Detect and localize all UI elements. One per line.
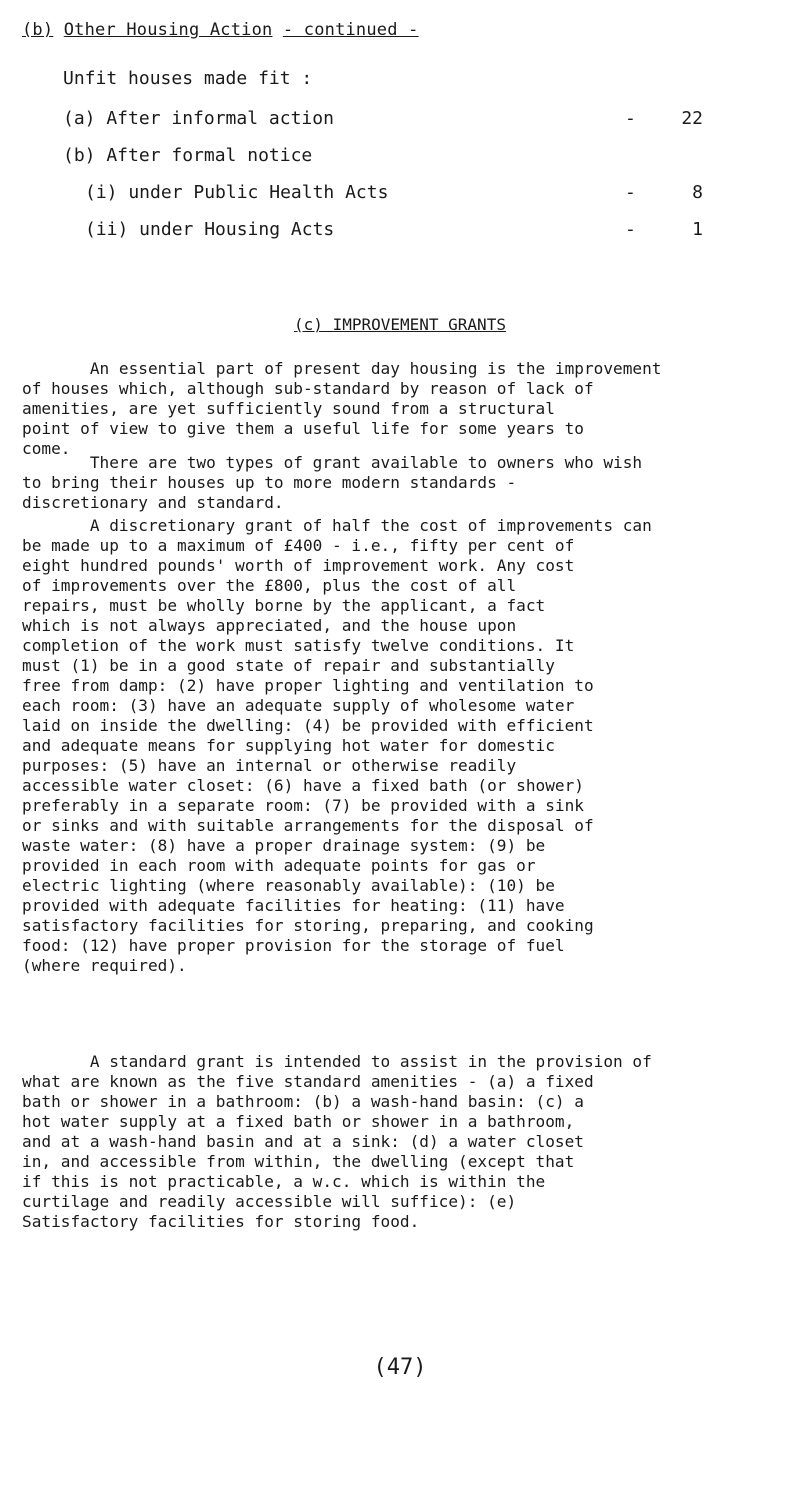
unfit-houses-figures [63,108,703,256]
heading-suffix: - continued - [282,20,419,40]
improvement-grants-heading: (c) IMPROVEMENT GRANTS [294,315,506,334]
paragraph-discretionary-grant: A discretionary grant of half the cost of improvements can be made up to a maximum of £400 - i.e., fifty per cent of eight hundred pounds' worth of improvement work. Any cost of improvements over the £800, plus the cost of all repairs, must be wholly borne by the applicant, a fact which is not always appreciated, and the house upon completion of the work must satisfy twelve conditions. It must (1) be in a good state of repair and substantially free from damp: (2) have proper lighting and ventilation to each room: (3) have an adequate supply of wholesome water laid on inside the dwelling: (4) be provided with efficient and adequate means for supplying hot water for domestic purposes: (5) have an internal or otherwise readily accessible water closet: (6) have a fixed bath (or shower) preferably in a separate room: (7) be provided with a sink or sinks and with suitable arrangements for the disposal of waste water: (8) have a proper drainage system: (9) be provided in each room with adequate points for gas or electric lighting (where reasonably available): (10) be provided with adequate facilities for heating: (11) have satisfactory facilities for storing, preparing, and cooking food: (12) have proper provision for the storage of fuel (where required). [22,516,652,975]
figure-value: 8 [692,182,703,203]
figure-label: (ii) under Housing Acts [85,219,335,240]
page-number: (47) [373,1355,427,1380]
figure-label: (a) After informal action [63,108,334,129]
figure-row-housing-acts [63,219,703,256]
figure-dash: - [625,219,636,240]
paragraph-standard-grant: A standard grant is intended to assist in the provision of what are known as the five standard amenities - (a) a fixed bath or shower in a bathroom: (b) a wash-hand basin: (c) a hot water supply at a fixed bath or shower in a bathroom, and at a wash-hand basin and at a sink: (d) a water closet in, and accessible from within, the dwelling (except that if this is not practicable, a w.c. which is within the curtilage and readily accessible will suffice): (e) Satisfactory facilities for storing food. [22,1052,652,1231]
unfit-houses-intro: Unfit houses made fit : [63,68,313,89]
figure-label: (i) under Public Health Acts [85,182,389,203]
section-heading-other-housing-action [22,20,419,40]
heading-title: Other Housing Action [63,20,273,40]
figure-dash: - [625,182,636,203]
figure-dash: - [625,108,636,129]
figure-label: (b) After formal notice [63,145,313,166]
paragraph-essential-part: An essential part of present day housing is the improvement of houses which, although sub-standard by reason of lack of amenities, are yet sufficiently sound from a structural point of view to give them a useful life for some years to come. [22,359,662,458]
figure-value: 1 [692,219,703,240]
figure-row-public-health-acts [63,182,703,219]
paragraph-two-types: There are two types of grant available to owners who wish to bring their houses up to more modern standards - discretionary and standard. [22,453,643,512]
heading-prefix: (b) [22,20,54,40]
figure-row-informal-action [63,108,703,145]
figure-row-formal-notice [63,145,703,182]
figure-value: 22 [681,108,703,129]
